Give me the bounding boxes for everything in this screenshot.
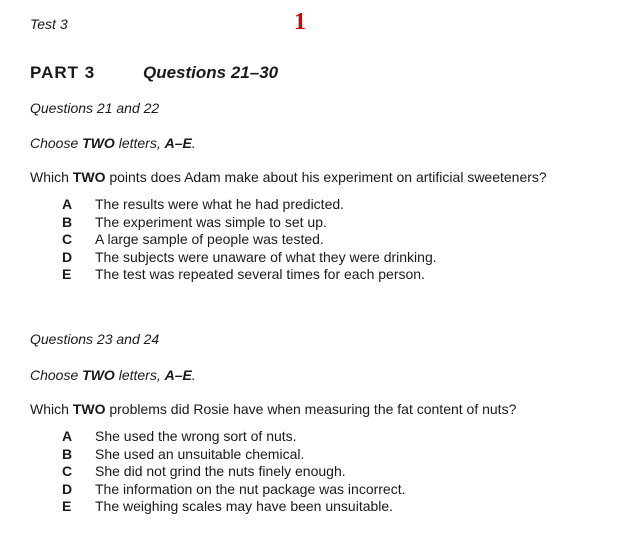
option-text: The weighing scales may have been unsuitable. bbox=[95, 498, 394, 515]
option-text: The subjects were unaware of what they were drinking. bbox=[95, 248, 437, 265]
part-questions-range: Questions 21–30 bbox=[143, 63, 279, 82]
option-text: A large sample of people was tested. bbox=[95, 231, 324, 248]
group-1-heading: Questions 21 and 22 bbox=[30, 100, 160, 116]
option-letter: A bbox=[62, 428, 73, 444]
group-2-instruction: Choose TWO letters, A–E. bbox=[30, 367, 196, 383]
option-text: The test was repeated several times for each person. bbox=[95, 266, 425, 283]
option-text: The information on the nut package was incorrect. bbox=[95, 480, 406, 497]
group-1-instruction: Choose TWO letters, A–E. bbox=[30, 135, 196, 151]
option-letter: E bbox=[62, 266, 72, 283]
option-letter: B bbox=[62, 213, 73, 230]
option-text: The experiment was simple to set up. bbox=[95, 213, 327, 230]
option-letter: C bbox=[62, 463, 73, 480]
option-text: She used an unsuitable chemical. bbox=[95, 445, 305, 462]
option-text: The results were what he had predicted. bbox=[95, 196, 345, 212]
option-letter: E bbox=[62, 498, 72, 515]
option-text: She did not grind the nuts finely enough. bbox=[95, 463, 346, 480]
option-letter: C bbox=[62, 231, 73, 248]
test-label: Test 3 bbox=[30, 16, 68, 32]
option-letter: D bbox=[62, 480, 73, 497]
group-1-question: Which TWO points does Adam make about his experiment on artificial sweeteners? bbox=[30, 169, 547, 185]
option-letter: A bbox=[62, 196, 73, 212]
group-2-question: Which TWO problems did Rosie have when measuring the fat content of nuts? bbox=[30, 401, 517, 417]
group-2-heading: Questions 23 and 24 bbox=[30, 331, 160, 347]
option-text: She used the wrong sort of nuts. bbox=[95, 428, 297, 444]
option-letter: D bbox=[62, 248, 73, 265]
page-number: 1 bbox=[294, 9, 306, 35]
part-title: PART 3 bbox=[30, 63, 96, 82]
option-letter: B bbox=[62, 445, 73, 462]
